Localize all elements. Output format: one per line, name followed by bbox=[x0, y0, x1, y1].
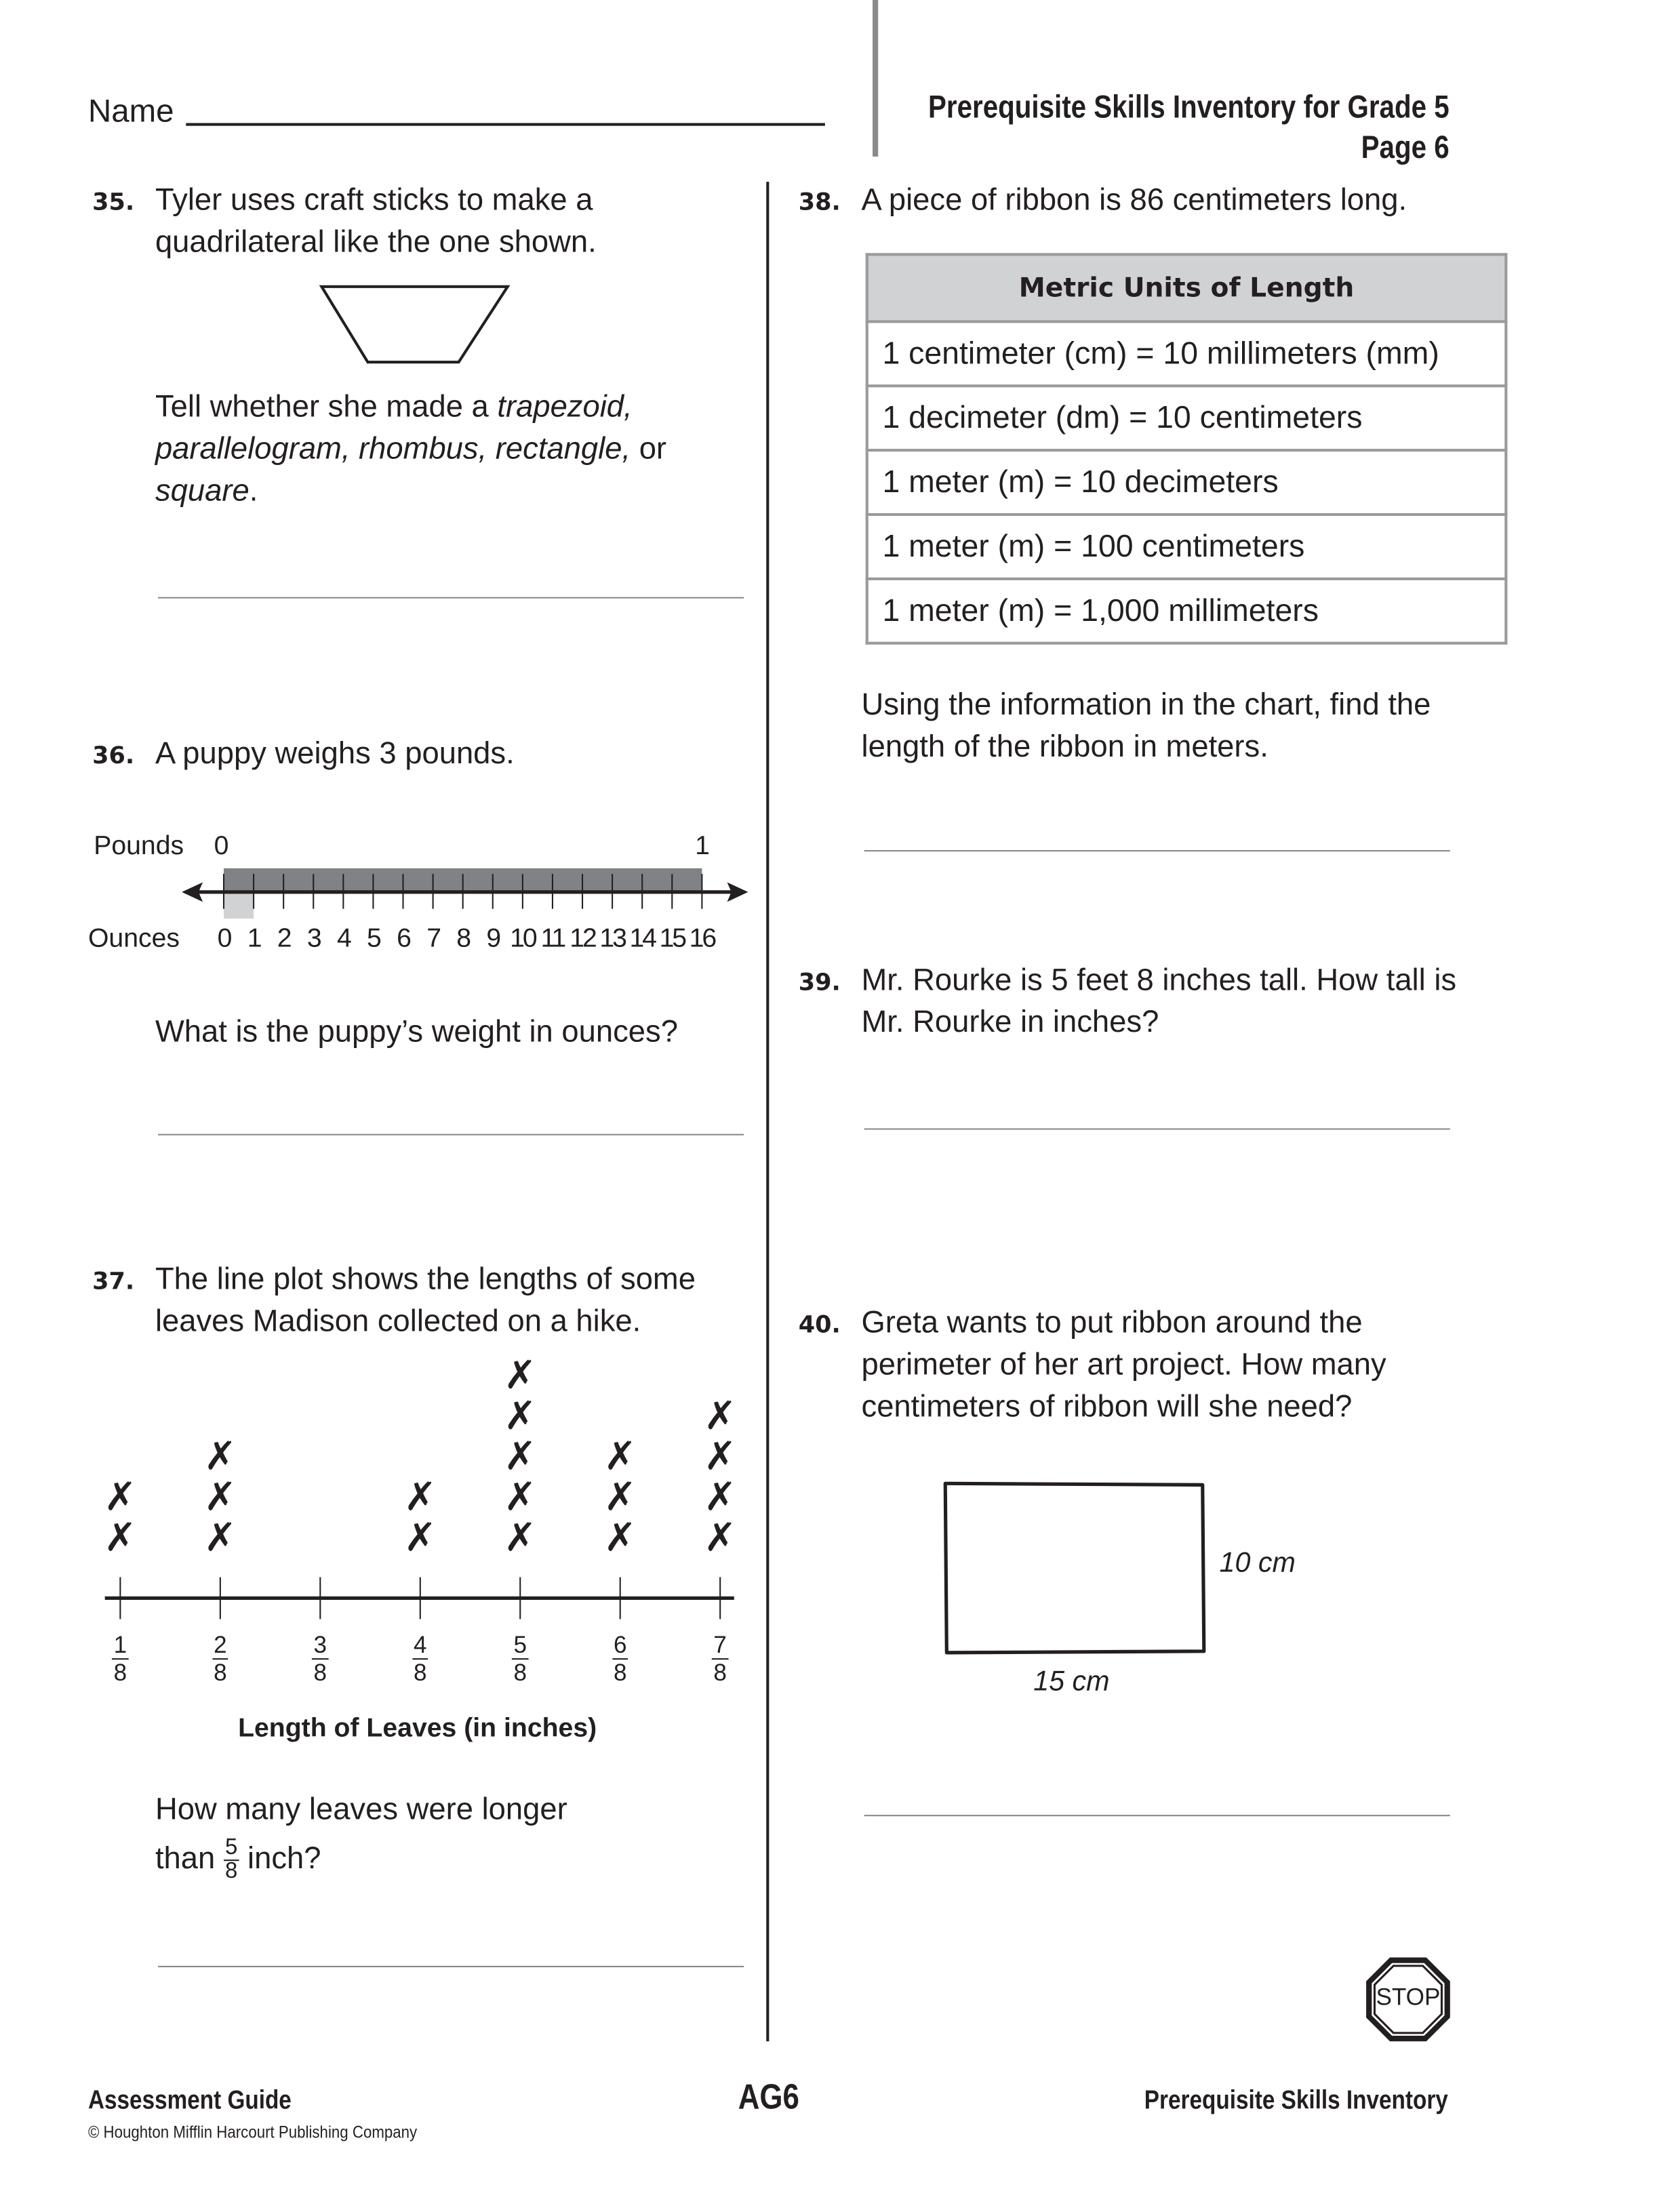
q37-question-line2: than $\frac{5}{8}$ inch? bbox=[155, 1836, 321, 1884]
tick-label-fraction: $\frac{4}{8}$ bbox=[409, 1632, 431, 1686]
x-mark: ✗ bbox=[504, 1392, 537, 1439]
x-mark: ✗ bbox=[504, 1432, 537, 1479]
x-mark: ✗ bbox=[603, 1473, 637, 1520]
q35-answer-line[interactable] bbox=[158, 597, 744, 599]
ounce-highlight bbox=[224, 891, 254, 919]
x-mark: ✗ bbox=[504, 1473, 537, 1520]
fraction-five-eighths: $\frac{5}{8}$ bbox=[224, 1837, 239, 1883]
x-mark: ✗ bbox=[203, 1432, 237, 1479]
footer-page-code: AG6 bbox=[738, 2077, 800, 2117]
height-label: 10 cm bbox=[1219, 1548, 1296, 1579]
ounce-tick-label: 13 bbox=[599, 924, 625, 954]
line-plot-xlabel: Length of Leaves (in inches) bbox=[238, 1714, 597, 1744]
table-row: 1 decimeter (dm) = 10 centimeters bbox=[867, 386, 1506, 450]
trapezoid-figure bbox=[315, 280, 517, 371]
ounce-tick-label: 4 bbox=[336, 924, 350, 954]
name-label: Name bbox=[87, 92, 174, 129]
x-mark: ✗ bbox=[504, 1514, 537, 1561]
q35-text: Tyler uses craft sticks to make a quadrilateral like the one shown. bbox=[155, 182, 597, 259]
q40-number: 40. bbox=[798, 1311, 841, 1340]
q39-answer-line[interactable] bbox=[864, 1128, 1450, 1129]
x-mark: ✗ bbox=[504, 1356, 537, 1399]
x-mark: ✗ bbox=[403, 1514, 437, 1561]
q36-answer-line[interactable] bbox=[158, 1134, 744, 1135]
table-row: 1 meter (m) = 100 centimeters bbox=[867, 515, 1506, 579]
q40-text: Greta wants to put ribbon around the perimeter of her art project. How many centimeters of ribbon will she need? bbox=[861, 1304, 1386, 1424]
q37-answer-line[interactable] bbox=[158, 1966, 744, 1967]
q38-question: Using the information in the chart, find the length of the ribbon in meters. bbox=[861, 686, 1431, 764]
q35-number: 35. bbox=[92, 188, 135, 217]
pounds-tick-0: 0 bbox=[214, 832, 229, 862]
q37-question-line1: How many leaves were longer bbox=[155, 1791, 567, 1826]
tick-label-fraction: $\frac{2}{8}$ bbox=[209, 1632, 231, 1686]
header-title-block bbox=[835, 87, 1448, 168]
metric-units-table bbox=[866, 253, 1508, 645]
x-mark: ✗ bbox=[403, 1473, 437, 1520]
x-mark: ✗ bbox=[703, 1473, 737, 1520]
ounce-tick-label: 14 bbox=[629, 924, 655, 954]
name-field[interactable] bbox=[186, 123, 825, 126]
q38-answer-line[interactable] bbox=[864, 850, 1450, 851]
x-mark: ✗ bbox=[603, 1432, 637, 1479]
tick-label-fraction: $\frac{7}{8}$ bbox=[709, 1632, 732, 1686]
x-mark: ✗ bbox=[703, 1432, 737, 1479]
ounce-tick-label: 7 bbox=[426, 924, 439, 954]
ounce-tick-label: 5 bbox=[367, 924, 380, 954]
q39-number: 39. bbox=[798, 969, 841, 997]
x-mark: ✗ bbox=[203, 1473, 237, 1520]
x-mark: ✗ bbox=[104, 1473, 137, 1520]
ounces-label: Ounces bbox=[87, 924, 180, 954]
number-line bbox=[175, 860, 755, 929]
stop-sign-icon: STOP bbox=[1365, 1956, 1452, 2043]
q36-text: A puppy weighs 3 pounds. bbox=[155, 735, 515, 771]
ounce-tick-label: 12 bbox=[570, 924, 595, 954]
x-mark: ✗ bbox=[703, 1392, 737, 1439]
q38-text: A piece of ribbon is 86 centimeters long. bbox=[861, 182, 1407, 217]
q39-text: Mr. Rourke is 5 feet 8 inches tall. How tall is Mr. Rourke in inches? bbox=[861, 962, 1457, 1039]
q36-question: What is the puppy’s weight in ounces? bbox=[155, 1013, 678, 1049]
q38-number: 38. bbox=[798, 188, 841, 217]
tick-label-fraction: $\frac{3}{8}$ bbox=[309, 1632, 332, 1686]
table-row: 1 centimeter (cm) = 10 millimeters (mm) bbox=[867, 321, 1506, 386]
x-mark: ✗ bbox=[203, 1514, 237, 1561]
header-title: Prerequisite Skills Inventory for Grade 5 bbox=[927, 87, 1449, 125]
tick-label-fraction: $\frac{1}{8}$ bbox=[109, 1632, 132, 1686]
q37-number: 37. bbox=[92, 1268, 135, 1296]
pounds-tick-1: 1 bbox=[695, 832, 710, 862]
q35-prompt: Tell whether she made a trapezoid, parallelogram, rhombus, rectangle, or square. bbox=[155, 388, 667, 508]
tick-label-fraction: $\frac{5}{8}$ bbox=[509, 1632, 532, 1686]
ounce-tick-label: 10 bbox=[510, 924, 536, 954]
table-row: 1 meter (m) = 10 decimeters bbox=[867, 450, 1506, 515]
copyright: © Houghton Mifflin Harcourt Publishing Company bbox=[87, 2122, 418, 2142]
q36-number: 36. bbox=[92, 742, 135, 771]
ounce-tick-label: 11 bbox=[540, 924, 565, 954]
x-mark: ✗ bbox=[603, 1514, 637, 1561]
footer-right: Prerequisite Skills Inventory bbox=[1144, 2086, 1449, 2116]
x-mark: ✗ bbox=[104, 1514, 137, 1561]
width-label: 15 cm bbox=[1033, 1666, 1110, 1697]
tick-label-fraction: $\frac{6}{8}$ bbox=[609, 1632, 631, 1686]
ounce-tick-label: 6 bbox=[397, 924, 409, 954]
ounce-tick-label: 1 bbox=[247, 924, 260, 954]
table-title: Metric Units of Length bbox=[867, 254, 1506, 321]
table-row: 1 meter (m) = 1,000 millimeters bbox=[867, 579, 1506, 643]
footer-left: Assessment Guide bbox=[87, 2086, 292, 2116]
x-mark: ✗ bbox=[703, 1514, 737, 1561]
ounce-tick-label: 9 bbox=[486, 924, 500, 954]
ounce-tick-label: 16 bbox=[689, 924, 715, 954]
rectangle-figure bbox=[940, 1478, 1212, 1660]
ounce-tick-label: 8 bbox=[456, 924, 470, 954]
q40-answer-line[interactable] bbox=[864, 1815, 1450, 1816]
ounce-tick-label: 0 bbox=[217, 924, 231, 954]
pounds-label: Pounds bbox=[94, 832, 184, 862]
ounce-tick-label: 15 bbox=[659, 924, 685, 954]
header-page: Page 6 bbox=[1360, 128, 1449, 165]
ounce-tick-label: 3 bbox=[306, 924, 320, 954]
column-divider bbox=[766, 182, 769, 2041]
ounce-tick-label: 2 bbox=[277, 924, 290, 954]
q37-text: The line plot shows the lengths of some leaves Madison collected on a hike. bbox=[155, 1261, 696, 1338]
